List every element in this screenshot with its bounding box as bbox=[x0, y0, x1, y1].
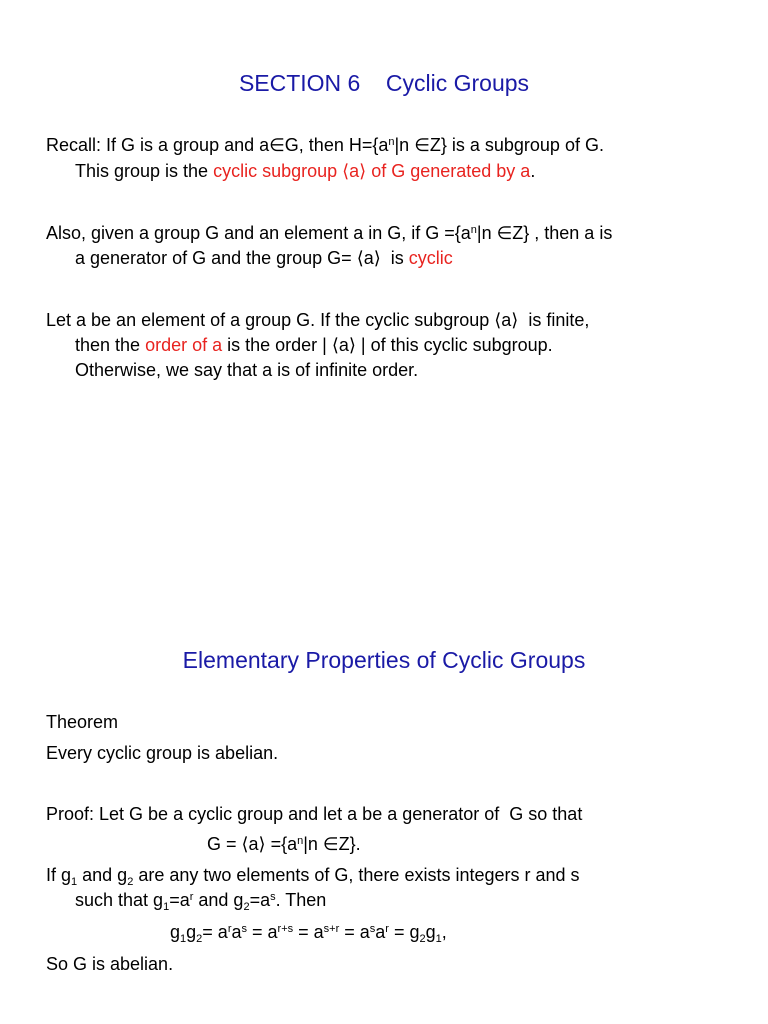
recall-text-2b: . bbox=[530, 161, 536, 181]
cyclic-term: cyclic bbox=[408, 248, 453, 268]
proof-text-4e: . Then bbox=[275, 890, 327, 910]
cyclic-subgroup-term: cyclic subgroup ⟨a⟩ of G generated by a bbox=[213, 161, 531, 181]
proof-line-3 bbox=[46, 864, 580, 886]
proof-subscript: 1 bbox=[71, 876, 78, 888]
also-text-1b: |n ∈Z} , then a is bbox=[476, 223, 613, 243]
eq-sub: 2 bbox=[196, 933, 203, 945]
order-text-2a: then the bbox=[75, 335, 146, 355]
proof-superscript: s bbox=[270, 891, 276, 903]
order-text-2b: is the order | ⟨a⟩ | of this cyclic subgroup. bbox=[222, 335, 553, 355]
eq-part: = a bbox=[202, 922, 228, 942]
eq-part: g bbox=[186, 922, 197, 942]
recall-line-1 bbox=[46, 134, 604, 156]
eq-sub: 2 bbox=[419, 933, 426, 945]
proof-line-4 bbox=[75, 889, 326, 911]
eq-sub: 1 bbox=[435, 933, 442, 945]
also-exponent: n bbox=[470, 224, 477, 236]
eq-sup: r bbox=[385, 923, 389, 935]
proof-line-2 bbox=[207, 833, 361, 855]
proof-subscript: 1 bbox=[163, 901, 170, 913]
eq-part: = a bbox=[339, 922, 370, 942]
eq-sup: s bbox=[241, 923, 247, 935]
eq-sup: s+r bbox=[323, 923, 340, 935]
recall-line-2 bbox=[75, 160, 535, 182]
also-text-1a: Also, given a group G and an element a in G, if G ={a bbox=[46, 223, 471, 243]
theorem-label: Theorem bbox=[46, 712, 119, 732]
also-text-2a: a generator of G and the group G= ⟨a⟩ is bbox=[75, 248, 409, 268]
order-line-1: Let a be an element of a group G. If the cyclic subgroup ⟨a⟩ is finite, bbox=[46, 310, 590, 330]
eq-sup: r+s bbox=[277, 923, 294, 935]
theorem-statement: Every cyclic group is abelian. bbox=[46, 743, 279, 763]
proof-superscript: r bbox=[189, 891, 194, 903]
recall-text-1b: |n ∈Z} is a subgroup of G. bbox=[394, 135, 604, 155]
recall-exponent: n bbox=[388, 136, 395, 148]
proof-text-4c: and g bbox=[193, 890, 244, 910]
order-line-2 bbox=[75, 334, 553, 356]
proof-text-2b: |n ∈Z}. bbox=[303, 834, 361, 854]
also-line-2 bbox=[75, 247, 453, 269]
proof-text-3c: are any two elements of G, there exists integers r and s bbox=[133, 865, 580, 885]
properties-title: Elementary Properties of Cyclic Groups bbox=[182, 647, 586, 673]
eq-part: a bbox=[375, 922, 386, 942]
eq-part: g bbox=[170, 922, 181, 942]
proof-subscript: 2 bbox=[243, 901, 250, 913]
proof-line-1: Proof: Let G be a cyclic group and let a be a generator of G so that bbox=[46, 804, 583, 824]
proof-text-3a: If g bbox=[46, 865, 72, 885]
eq-sub: 1 bbox=[180, 933, 187, 945]
eq-part: a bbox=[231, 922, 242, 942]
proof-conclusion: So G is abelian. bbox=[46, 954, 174, 974]
proof-text-2a: G = ⟨a⟩ ={a bbox=[207, 834, 298, 854]
proof-text-3b: and g bbox=[77, 865, 128, 885]
eq-sup: r bbox=[227, 923, 232, 935]
recall-text-2a: This group is the bbox=[75, 161, 214, 181]
eq-part: = a bbox=[293, 922, 324, 942]
eq-part: , bbox=[441, 922, 447, 942]
eq-sup: s bbox=[369, 923, 376, 935]
proof-text-4b: =a bbox=[169, 890, 190, 910]
recall-text-1a: Recall: If G is a group and a∈G, then H={a bbox=[46, 135, 389, 155]
section-title: SECTION 6 Cyclic Groups bbox=[238, 70, 530, 96]
proof-text-4a: such that g bbox=[75, 890, 164, 910]
eq-part: = g bbox=[388, 922, 420, 942]
order-of-a-term: order of a bbox=[145, 335, 223, 355]
proof-subscript: 2 bbox=[127, 876, 134, 888]
eq-part: g bbox=[425, 922, 436, 942]
eq-part: = a bbox=[247, 922, 278, 942]
proof-equation bbox=[170, 921, 447, 943]
also-line-1 bbox=[46, 222, 612, 244]
proof-exponent: n bbox=[297, 835, 304, 847]
order-line-3: Otherwise, we say that a is of infinite order. bbox=[75, 360, 419, 380]
proof-text-4d: =a bbox=[249, 890, 271, 910]
